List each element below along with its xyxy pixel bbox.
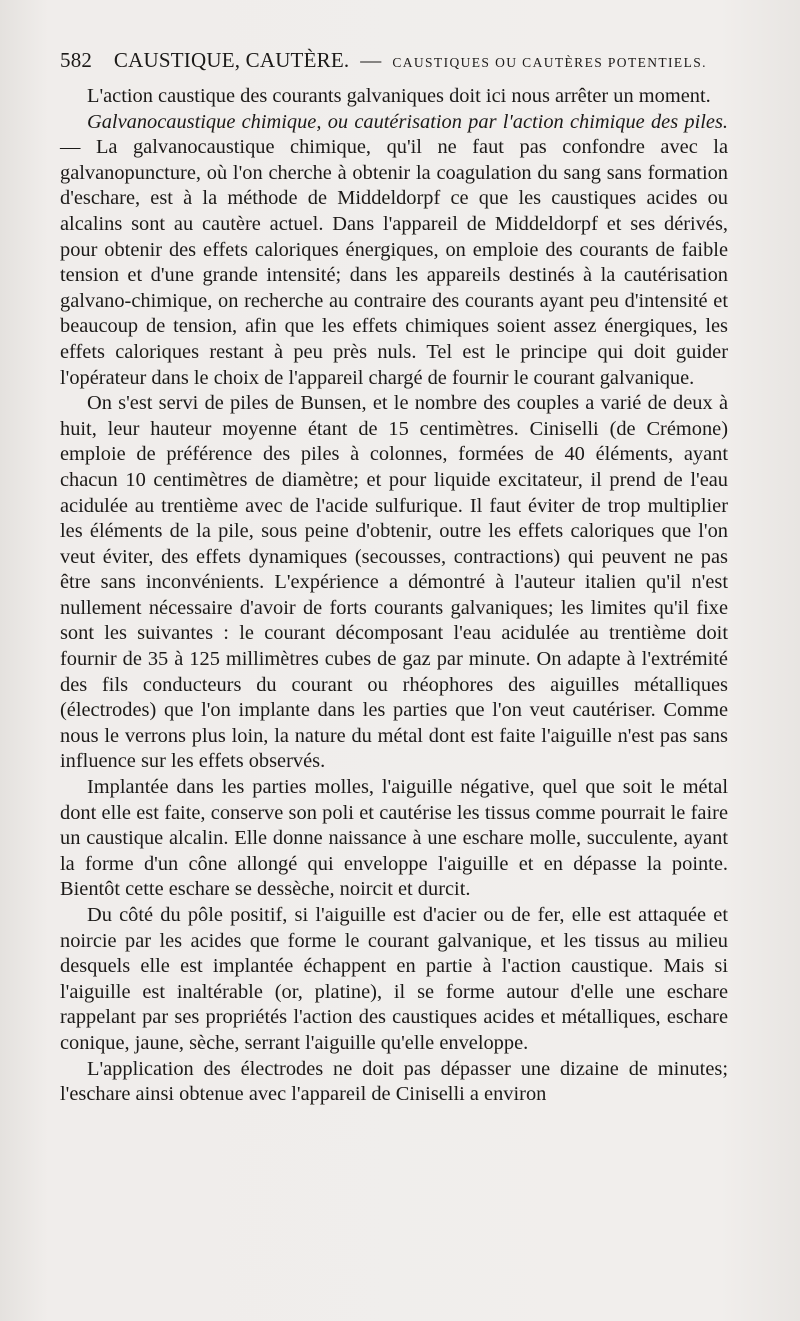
paragraph-text: La galvanocaustique chimique, qu'il ne faut pas confondre avec la galvanopuncture, où l'on cherche à obtenir la coagulation du sang sans formation d'eschare, est à la méthode de Middeldorpf ce que les caustiques acides ou alcalins sont au cautère actuel. Dans l'appareil de Middeldorpf et ses dérivés, pour obtenir des effets caloriques énergiques, on emploie des courants de faible tension et d'une grande intensité; dans les appareils destinés à la cautérisation galvano-chimique, on recherche au contraire des courants ayant peu d'intensité et beaucoup de tension, afin que les effets chimiques soient assez énergiques, les effets caloriques restant à peu près nuls. Tel est le principe qui doit guider l'opérateur dans le choix de l'appareil chargé de fournir le courant galvanique. [60,136,728,389]
paragraph-text: Du côté du pôle positif, si l'aiguille est d'acier ou de fer, elle est attaquée et noircie par les acides que forme le courant galvanique, et les tissus au milieu desquels elle est implantée échappent en partie à l'action caustique. Mais si l'aiguille est inaltérable (or, platine), il se forme autour d'elle une eschare rappelant par ses propriétés l'action des caustiques acides et métalliques, eschare conique, jaune, sèche, serrant l'aiguille qu'elle enveloppe. [60,904,728,1054]
paragraph-text: On s'est servi de piles de Bunsen, et le nombre des couples a varié de deux à huit, leur hauteur moyenne étant de 15 centimètres. Ciniselli (de Crémone) emploie de préférence des piles à colonnes, formées de 40 éléments, ayant chacun 10 centimètres de diamètre; et pour liquide excitateur, il prend de l'eau acidulée au trentième avec de l'acide sulfurique. Il faut éviter de trop multiplier les éléments de la pile, sous peine d'obtenir, outre les effets caloriques que l'on veut éviter, des effets dynamiques (secousses, contractions) qui peuvent ne pas être sans inconvénients. L'expérience a démontré à l'auteur italien qu'il n'est nullement nécessaire d'avoir de forts courants galvaniques; les limites qu'il fixe sont les suivantes : le courant décomposant l'eau acidulée au trentième doit fournir de 35 à 125 millimètres cubes de gaz par minute. On adapte à l'extrémité des fils conducteurs du courant ou rhéophores des aiguilles métalliques (électrodes) que l'on implante dans les parties que l'on veut cautériser. Comme nous le verrons plus loin, la nature du métal dont est faite l'aiguille n'est pas sans influence sur les effets observés. [60,392,728,773]
paragraph-5 [60,903,728,1057]
paragraph-1 [60,84,728,110]
paragraph-text: L'action caustique des courants galvaniques doit ici nous arrêter un moment. [87,85,711,107]
paragraph-6 [60,1057,728,1108]
running-header [60,48,740,73]
page-number: 582 [60,48,93,72]
header-dash: — [360,48,382,72]
heading-dash: — [60,136,96,159]
paragraph-text: L'application des électrodes ne doit pas dépasser une dizaine de minutes; l'eschare ainsi obtenue avec l'appareil de Ciniselli a environ [60,1057,728,1106]
running-title: CAUSTIQUE, CAUTÈRE. [113,48,350,72]
paragraph-4 [60,775,728,903]
paragraph-text: Implantée dans les parties molles, l'aiguille négative, quel que soit le métal dont elle est faite, conserve son poli et cautérise les tissus comme pourrait le faire un caustique alcalin. Elle donne naissance à une eschare molle, succulente, ayant la forme d'un cône allongé qui enveloppe l'aiguille et en dépasse la pointe. Bientôt cette eschare se dessèche, noircit et durcit. [60,776,728,901]
paragraph-2 [60,110,728,392]
page-body [60,84,728,1108]
paragraph-3 [60,391,728,775]
section-title: CAUSTIQUES OU CAUTÈRES POTENTIELS. [392,55,707,70]
italic-heading: Galvanocaustique chimique, ou cautérisation par l'action chimique des piles. [87,110,728,133]
